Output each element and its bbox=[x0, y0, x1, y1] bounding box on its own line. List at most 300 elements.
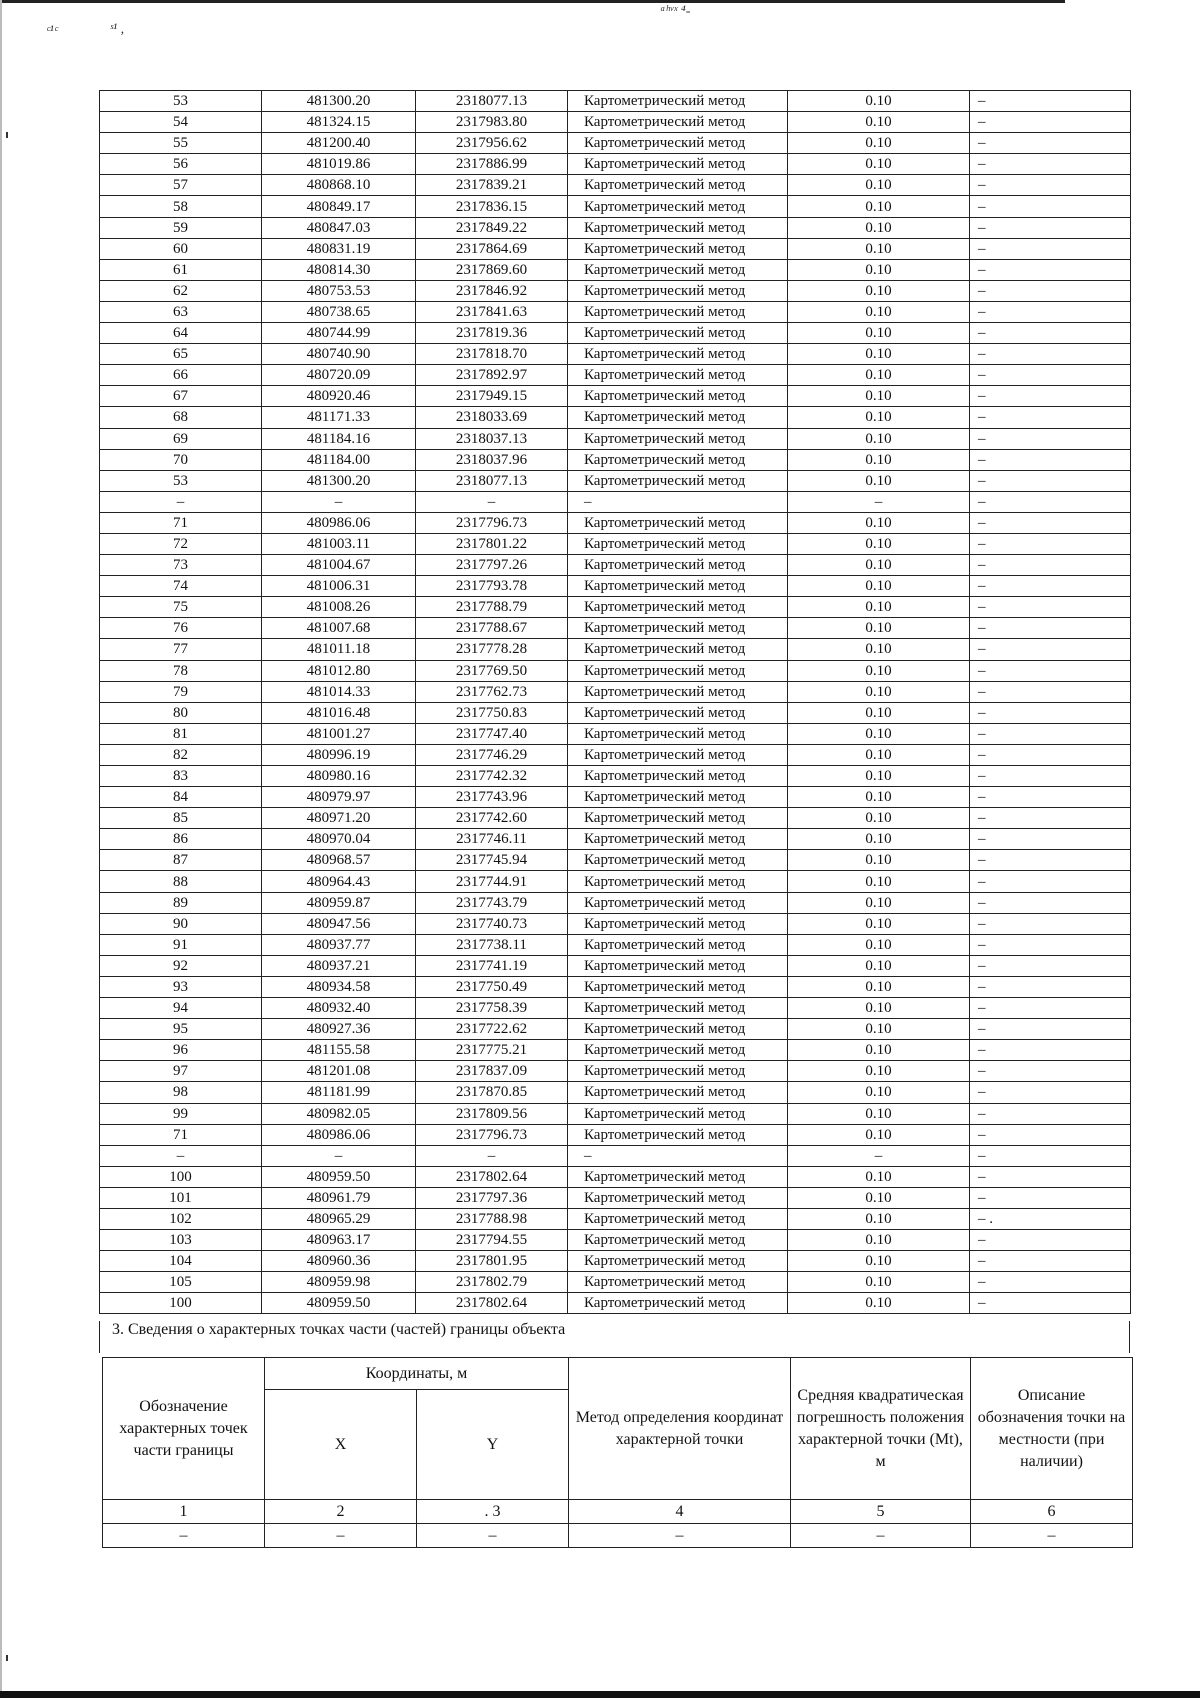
header-coords-group: Координаты, м bbox=[265, 1358, 569, 1390]
accuracy-cell: 0.10 bbox=[788, 512, 970, 533]
accuracy-cell: 0.10 bbox=[788, 344, 970, 365]
y-coord-cell: 2317864.69 bbox=[416, 238, 568, 259]
table-row bbox=[100, 323, 1131, 344]
y-coord-cell: 2317956.62 bbox=[416, 133, 568, 154]
description-cell: – bbox=[970, 744, 1131, 765]
y-coord-cell: 2317743.79 bbox=[416, 892, 568, 913]
method-cell: Картометрический метод bbox=[568, 1208, 788, 1229]
description-cell: – bbox=[970, 681, 1131, 702]
x-coord-cell: 480738.65 bbox=[262, 301, 416, 322]
accuracy-cell: 0.10 bbox=[788, 175, 970, 196]
point-id-cell: 84 bbox=[100, 787, 262, 808]
table-row bbox=[100, 618, 1131, 639]
table-row bbox=[100, 1103, 1131, 1124]
method-cell: Картометрический метод bbox=[568, 576, 788, 597]
method-cell: Картометрический метод bbox=[568, 871, 788, 892]
table-row bbox=[100, 639, 1131, 660]
accuracy-cell: 0.10 bbox=[788, 681, 970, 702]
accuracy-cell: 0.10 bbox=[788, 1124, 970, 1145]
point-id-cell: 54 bbox=[100, 112, 262, 133]
method-cell: Картометрический метод bbox=[568, 154, 788, 175]
point-id-cell: 69 bbox=[100, 428, 262, 449]
x-coord-cell: 480979.97 bbox=[262, 787, 416, 808]
point-id-cell: 61 bbox=[100, 259, 262, 280]
accuracy-cell: 0.10 bbox=[788, 428, 970, 449]
method-cell: Картометрический метод bbox=[568, 1103, 788, 1124]
column-number: 6 bbox=[971, 1500, 1133, 1524]
method-cell: Картометрический метод bbox=[568, 618, 788, 639]
description-cell: – bbox=[970, 280, 1131, 301]
header-method: Метод определения координат характерной точки bbox=[569, 1358, 791, 1500]
y-coord-cell: 2317788.98 bbox=[416, 1208, 568, 1229]
description-cell: – bbox=[970, 660, 1131, 681]
y-coord-cell: 2317837.09 bbox=[416, 1061, 568, 1082]
accuracy-cell: 0.10 bbox=[788, 196, 970, 217]
method-cell: Картометрический метод bbox=[568, 1293, 788, 1314]
y-coord-cell: 2317747.40 bbox=[416, 723, 568, 744]
accuracy-cell: 0.10 bbox=[788, 301, 970, 322]
method-cell: Картометрический метод bbox=[568, 238, 788, 259]
x-coord-cell: 481200.40 bbox=[262, 133, 416, 154]
point-id-cell: 89 bbox=[100, 892, 262, 913]
y-coord-cell: 2317745.94 bbox=[416, 850, 568, 871]
point-id-cell: 91 bbox=[100, 934, 262, 955]
description-cell: – bbox=[970, 1166, 1131, 1187]
x-coord-cell: 480814.30 bbox=[262, 259, 416, 280]
accuracy-cell: 0.10 bbox=[788, 1251, 970, 1272]
table-row bbox=[100, 1272, 1131, 1293]
y-coord-cell: 2317794.55 bbox=[416, 1230, 568, 1251]
y-coord-cell: 2318077.13 bbox=[416, 91, 568, 112]
method-cell: Картометрический метод bbox=[568, 998, 788, 1019]
description-cell: – bbox=[970, 449, 1131, 470]
point-id-cell: 100 bbox=[100, 1293, 262, 1314]
x-coord-cell: 480959.50 bbox=[262, 1166, 416, 1187]
method-cell: Картометрический метод bbox=[568, 744, 788, 765]
y-coord-cell: 2317892.97 bbox=[416, 365, 568, 386]
x-coord-cell: 481201.08 bbox=[262, 1061, 416, 1082]
side-tick bbox=[6, 132, 8, 138]
section-3-table bbox=[102, 1357, 1133, 1548]
accuracy-cell: 0.10 bbox=[788, 217, 970, 238]
y-coord-cell: 2317742.32 bbox=[416, 766, 568, 787]
x-coord-cell: 480744.99 bbox=[262, 323, 416, 344]
y-coord-cell: 2317801.95 bbox=[416, 1251, 568, 1272]
method-cell: Картометрический метод bbox=[568, 934, 788, 955]
method-cell: Картометрический метод bbox=[568, 955, 788, 976]
point-id-cell: 88 bbox=[100, 871, 262, 892]
accuracy-cell: 0.10 bbox=[788, 744, 970, 765]
description-cell: – bbox=[970, 1145, 1131, 1166]
method-cell: Картометрический метод bbox=[568, 597, 788, 618]
table-row bbox=[100, 829, 1131, 850]
table-row bbox=[100, 723, 1131, 744]
table-row bbox=[100, 1166, 1131, 1187]
table-row bbox=[100, 365, 1131, 386]
empty-cell: – bbox=[569, 1524, 791, 1548]
y-coord-cell: 2317846.92 bbox=[416, 280, 568, 301]
table-row bbox=[100, 1061, 1131, 1082]
x-coord-cell: 480963.17 bbox=[262, 1230, 416, 1251]
method-cell: Картометрический метод bbox=[568, 428, 788, 449]
point-id-cell: 102 bbox=[100, 1208, 262, 1229]
accuracy-cell: 0.10 bbox=[788, 955, 970, 976]
point-id-cell: 63 bbox=[100, 301, 262, 322]
accuracy-cell: – bbox=[788, 491, 970, 512]
point-id-cell: 81 bbox=[100, 723, 262, 744]
y-coord-cell: 2317869.60 bbox=[416, 259, 568, 280]
column-number: 1 bbox=[103, 1500, 265, 1524]
method-cell: Картометрический метод bbox=[568, 91, 788, 112]
empty-cell: – bbox=[265, 1524, 417, 1548]
x-coord-cell: 480980.16 bbox=[262, 766, 416, 787]
point-id-cell: 83 bbox=[100, 766, 262, 787]
table-row bbox=[100, 660, 1131, 681]
table-row bbox=[100, 1019, 1131, 1040]
x-coord-cell: 481004.67 bbox=[262, 555, 416, 576]
table-row bbox=[100, 470, 1131, 491]
method-cell: Картометрический метод bbox=[568, 1251, 788, 1272]
x-coord-cell: 480961.79 bbox=[262, 1187, 416, 1208]
table-row bbox=[100, 1145, 1131, 1166]
method-cell: Картометрический метод bbox=[568, 1040, 788, 1061]
table-row bbox=[100, 112, 1131, 133]
y-coord-cell: 2317949.15 bbox=[416, 386, 568, 407]
table-row bbox=[100, 196, 1131, 217]
description-cell: – bbox=[970, 386, 1131, 407]
x-coord-cell: 480937.77 bbox=[262, 934, 416, 955]
x-coord-cell: 480986.06 bbox=[262, 1124, 416, 1145]
table-row bbox=[100, 301, 1131, 322]
point-id-cell: 62 bbox=[100, 280, 262, 301]
method-cell: Картометрический метод bbox=[568, 196, 788, 217]
description-cell: – bbox=[970, 555, 1131, 576]
accuracy-cell: 0.10 bbox=[788, 365, 970, 386]
table-row bbox=[100, 998, 1131, 1019]
table-row bbox=[100, 934, 1131, 955]
accuracy-cell: 0.10 bbox=[788, 1103, 970, 1124]
x-coord-cell: 481155.58 bbox=[262, 1040, 416, 1061]
point-id-cell: 59 bbox=[100, 217, 262, 238]
description-cell: – bbox=[970, 533, 1131, 554]
table-row bbox=[100, 1293, 1131, 1314]
y-coord-cell: 2318037.13 bbox=[416, 428, 568, 449]
point-id-cell: 90 bbox=[100, 913, 262, 934]
y-coord-cell: – bbox=[416, 1145, 568, 1166]
y-coord-cell: 2317793.78 bbox=[416, 576, 568, 597]
point-id-cell: 72 bbox=[100, 533, 262, 554]
y-coord-cell: 2317740.73 bbox=[416, 913, 568, 934]
table-row bbox=[100, 892, 1131, 913]
x-coord-cell: 480720.09 bbox=[262, 365, 416, 386]
x-coord-cell: 480753.53 bbox=[262, 280, 416, 301]
empty-cell: – bbox=[791, 1524, 971, 1548]
description-cell: – bbox=[970, 1272, 1131, 1293]
scan-left-edge bbox=[0, 0, 2, 1698]
accuracy-cell: 0.10 bbox=[788, 91, 970, 112]
table-row bbox=[100, 491, 1131, 512]
x-coord-cell: 481184.00 bbox=[262, 449, 416, 470]
x-coord-cell: – bbox=[262, 491, 416, 512]
header-description: Описание обозначения точки на местности (при наличии) bbox=[971, 1358, 1133, 1500]
description-cell: – bbox=[970, 428, 1131, 449]
column-number: 2 bbox=[265, 1500, 417, 1524]
description-cell: – bbox=[970, 112, 1131, 133]
accuracy-cell: 0.10 bbox=[788, 1208, 970, 1229]
table-row bbox=[100, 913, 1131, 934]
point-id-cell: 56 bbox=[100, 154, 262, 175]
y-coord-cell: 2317742.60 bbox=[416, 808, 568, 829]
method-cell: – bbox=[568, 1145, 788, 1166]
x-coord-cell: 481300.20 bbox=[262, 91, 416, 112]
method-cell: Картометрический метод bbox=[568, 829, 788, 850]
point-id-cell: 55 bbox=[100, 133, 262, 154]
table-row bbox=[100, 555, 1131, 576]
y-coord-cell: 2317750.83 bbox=[416, 702, 568, 723]
accuracy-cell: 0.10 bbox=[788, 892, 970, 913]
x-coord-cell: 480965.29 bbox=[262, 1208, 416, 1229]
description-cell: – bbox=[970, 133, 1131, 154]
description-cell: – bbox=[970, 808, 1131, 829]
points-table bbox=[99, 90, 1131, 1314]
y-coord-cell: – bbox=[416, 491, 568, 512]
method-cell: Картометрический метод bbox=[568, 1061, 788, 1082]
y-coord-cell: 2317796.73 bbox=[416, 512, 568, 533]
description-cell: – . bbox=[970, 1208, 1131, 1229]
accuracy-cell: 0.10 bbox=[788, 723, 970, 744]
description-cell: – bbox=[970, 702, 1131, 723]
description-cell: – bbox=[970, 407, 1131, 428]
y-coord-cell: 2317746.29 bbox=[416, 744, 568, 765]
method-cell: Картометрический метод bbox=[568, 913, 788, 934]
y-coord-cell: 2317849.22 bbox=[416, 217, 568, 238]
method-cell: Картометрический метод bbox=[568, 766, 788, 787]
description-cell: – bbox=[970, 259, 1131, 280]
header-y: Y bbox=[417, 1390, 569, 1500]
description-cell: – bbox=[970, 344, 1131, 365]
empty-cell: – bbox=[103, 1524, 265, 1548]
method-cell: Картометрический метод bbox=[568, 555, 788, 576]
y-coord-cell: 2317802.79 bbox=[416, 1272, 568, 1293]
method-cell: Картометрический метод bbox=[568, 976, 788, 997]
point-id-cell: 65 bbox=[100, 344, 262, 365]
accuracy-cell: 0.10 bbox=[788, 766, 970, 787]
y-coord-cell: 2317741.19 bbox=[416, 955, 568, 976]
point-id-cell: 79 bbox=[100, 681, 262, 702]
accuracy-cell: 0.10 bbox=[788, 1040, 970, 1061]
x-coord-cell: 480831.19 bbox=[262, 238, 416, 259]
description-cell: – bbox=[970, 892, 1131, 913]
accuracy-cell: 0.10 bbox=[788, 238, 970, 259]
method-cell: Картометрический метод bbox=[568, 365, 788, 386]
side-tick bbox=[6, 1655, 8, 1661]
y-coord-cell: 2317788.67 bbox=[416, 618, 568, 639]
point-id-cell: 73 bbox=[100, 555, 262, 576]
y-coord-cell: 2317886.99 bbox=[416, 154, 568, 175]
description-cell: – bbox=[970, 217, 1131, 238]
x-coord-cell: 480868.10 bbox=[262, 175, 416, 196]
description-cell: – bbox=[970, 365, 1131, 386]
method-cell: – bbox=[568, 491, 788, 512]
point-id-cell: 100 bbox=[100, 1166, 262, 1187]
method-cell: Картометрический метод bbox=[568, 512, 788, 533]
point-id-cell: 101 bbox=[100, 1187, 262, 1208]
x-coord-cell: 481016.48 bbox=[262, 702, 416, 723]
description-cell: – bbox=[970, 576, 1131, 597]
x-coord-cell: 481324.15 bbox=[262, 112, 416, 133]
y-coord-cell: 2317796.73 bbox=[416, 1124, 568, 1145]
y-coord-cell: 2317801.22 bbox=[416, 533, 568, 554]
description-cell: – bbox=[970, 597, 1131, 618]
method-cell: Картометрический метод bbox=[568, 344, 788, 365]
point-id-cell: 93 bbox=[100, 976, 262, 997]
x-coord-cell: 480927.36 bbox=[262, 1019, 416, 1040]
accuracy-cell: 0.10 bbox=[788, 154, 970, 175]
point-id-cell: 103 bbox=[100, 1230, 262, 1251]
table-row bbox=[100, 955, 1131, 976]
point-id-cell: 92 bbox=[100, 955, 262, 976]
y-coord-cell: 2317762.73 bbox=[416, 681, 568, 702]
point-id-cell: 82 bbox=[100, 744, 262, 765]
accuracy-cell: 0.10 bbox=[788, 1166, 970, 1187]
description-cell: – bbox=[970, 787, 1131, 808]
method-cell: Картометрический метод bbox=[568, 301, 788, 322]
description-cell: – bbox=[970, 850, 1131, 871]
empty-cell: – bbox=[417, 1524, 569, 1548]
description-cell: – bbox=[970, 1103, 1131, 1124]
point-id-cell: 53 bbox=[100, 91, 262, 112]
method-cell: Картометрический метод bbox=[568, 681, 788, 702]
accuracy-cell: 0.10 bbox=[788, 1082, 970, 1103]
accuracy-cell: 0.10 bbox=[788, 618, 970, 639]
point-id-cell: 58 bbox=[100, 196, 262, 217]
method-cell: Картометрический метод bbox=[568, 259, 788, 280]
method-cell: Картометрический метод bbox=[568, 407, 788, 428]
y-coord-cell: 2317775.21 bbox=[416, 1040, 568, 1061]
point-id-cell: 60 bbox=[100, 238, 262, 259]
accuracy-cell: 0.10 bbox=[788, 323, 970, 344]
method-cell: Картометрический метод bbox=[568, 175, 788, 196]
point-id-cell: 67 bbox=[100, 386, 262, 407]
table-row bbox=[100, 976, 1131, 997]
description-cell: – bbox=[970, 618, 1131, 639]
description-cell: – bbox=[970, 512, 1131, 533]
point-id-cell: 71 bbox=[100, 1124, 262, 1145]
description-cell: – bbox=[970, 91, 1131, 112]
description-cell: – bbox=[970, 766, 1131, 787]
table-row bbox=[100, 344, 1131, 365]
table-row bbox=[100, 744, 1131, 765]
point-id-cell: 71 bbox=[100, 512, 262, 533]
y-coord-cell: 2317746.11 bbox=[416, 829, 568, 850]
x-coord-cell: 480986.06 bbox=[262, 512, 416, 533]
x-coord-cell: 480934.58 bbox=[262, 976, 416, 997]
x-coord-cell: 480959.50 bbox=[262, 1293, 416, 1314]
accuracy-cell: 0.10 bbox=[788, 449, 970, 470]
point-id-cell: 57 bbox=[100, 175, 262, 196]
method-cell: Картометрический метод bbox=[568, 1166, 788, 1187]
y-coord-cell: 2318033.69 bbox=[416, 407, 568, 428]
accuracy-cell: 0.10 bbox=[788, 407, 970, 428]
accuracy-cell: 0.10 bbox=[788, 597, 970, 618]
table-row bbox=[100, 1251, 1131, 1272]
table-row bbox=[100, 154, 1131, 175]
table-row bbox=[100, 1040, 1131, 1061]
table-row bbox=[100, 386, 1131, 407]
column-number: 4 bbox=[569, 1500, 791, 1524]
point-id-cell: 86 bbox=[100, 829, 262, 850]
point-id-cell: 95 bbox=[100, 1019, 262, 1040]
table-row bbox=[100, 91, 1131, 112]
description-cell: – bbox=[970, 470, 1131, 491]
x-coord-cell: 481008.26 bbox=[262, 597, 416, 618]
method-cell: Картометрический метод bbox=[568, 702, 788, 723]
point-id-cell: 68 bbox=[100, 407, 262, 428]
y-coord-cell: 2317839.21 bbox=[416, 175, 568, 196]
description-cell: – bbox=[970, 723, 1131, 744]
y-coord-cell: 2317788.79 bbox=[416, 597, 568, 618]
table-row bbox=[100, 280, 1131, 301]
scan-mark: ᵃʰᵛˣ ⁴- bbox=[660, 4, 691, 19]
method-cell: Картометрический метод bbox=[568, 323, 788, 344]
accuracy-cell: 0.10 bbox=[788, 913, 970, 934]
y-coord-cell: 2317802.64 bbox=[416, 1293, 568, 1314]
method-cell: Картометрический метод bbox=[568, 1124, 788, 1145]
table-row bbox=[100, 133, 1131, 154]
accuracy-cell: 0.10 bbox=[788, 829, 970, 850]
accuracy-cell: 0.10 bbox=[788, 280, 970, 301]
table-row bbox=[100, 1124, 1131, 1145]
x-coord-cell: 480932.40 bbox=[262, 998, 416, 1019]
description-cell: – bbox=[970, 1040, 1131, 1061]
x-coord-cell: 481181.99 bbox=[262, 1082, 416, 1103]
y-coord-cell: 2317797.26 bbox=[416, 555, 568, 576]
description-cell: – bbox=[970, 955, 1131, 976]
accuracy-cell: 0.10 bbox=[788, 871, 970, 892]
x-coord-cell: 480964.43 bbox=[262, 871, 416, 892]
x-coord-cell: 480959.87 bbox=[262, 892, 416, 913]
accuracy-cell: 0.10 bbox=[788, 998, 970, 1019]
table-row bbox=[100, 766, 1131, 787]
description-cell: – bbox=[970, 238, 1131, 259]
description-cell: – bbox=[970, 871, 1131, 892]
table-row bbox=[100, 871, 1131, 892]
point-id-cell: 96 bbox=[100, 1040, 262, 1061]
accuracy-cell: 0.10 bbox=[788, 555, 970, 576]
description-cell: – bbox=[970, 1293, 1131, 1314]
accuracy-cell: 0.10 bbox=[788, 133, 970, 154]
table-row bbox=[100, 238, 1131, 259]
accuracy-cell: – bbox=[788, 1145, 970, 1166]
scan-bottom-edge bbox=[0, 1691, 1200, 1698]
scan-top-edge bbox=[0, 0, 1065, 3]
y-coord-cell: 2317758.39 bbox=[416, 998, 568, 1019]
method-cell: Картометрический метод bbox=[568, 639, 788, 660]
table-row bbox=[100, 449, 1131, 470]
description-cell: – bbox=[970, 1019, 1131, 1040]
accuracy-cell: 0.10 bbox=[788, 1293, 970, 1314]
description-cell: – bbox=[970, 639, 1131, 660]
x-coord-cell: 480970.04 bbox=[262, 829, 416, 850]
point-id-cell: 77 bbox=[100, 639, 262, 660]
method-cell: Картометрический метод bbox=[568, 112, 788, 133]
accuracy-cell: 0.10 bbox=[788, 533, 970, 554]
table-row bbox=[100, 407, 1131, 428]
table-row bbox=[100, 787, 1131, 808]
x-coord-cell: 481011.18 bbox=[262, 639, 416, 660]
accuracy-cell: 0.10 bbox=[788, 639, 970, 660]
description-cell: – bbox=[970, 301, 1131, 322]
